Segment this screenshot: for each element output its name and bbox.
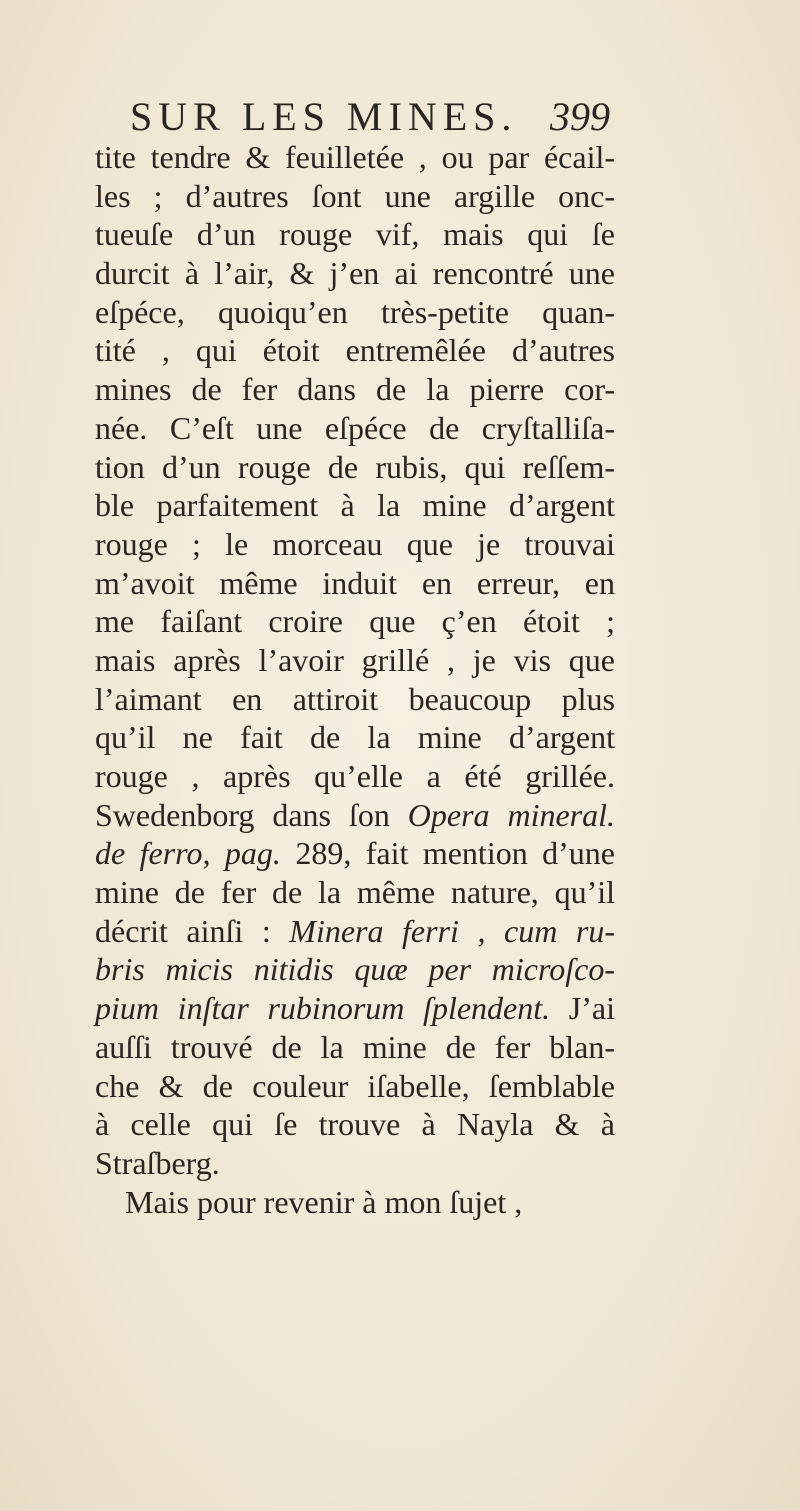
- running-head-title: SUR LES MINES.: [130, 94, 518, 139]
- text-line: [95, 215, 615, 254]
- text-line: [95, 796, 615, 835]
- text-line: [95, 641, 615, 680]
- text-line: [95, 525, 615, 564]
- line-text: 289, fait mention d’une: [280, 835, 616, 872]
- text-line: [95, 138, 615, 177]
- text-line: [95, 564, 615, 603]
- line-text: me faiſant croire que ç’en étoit ;: [95, 603, 615, 640]
- text-line: [95, 331, 615, 370]
- text-line: [95, 989, 615, 1028]
- line-text: J’ai: [550, 990, 615, 1027]
- line-text: rouge ; le morceau que je trouvai: [95, 525, 615, 562]
- text-line: [95, 254, 615, 293]
- line-text: m’avoit même induit en erreur, en: [95, 564, 615, 601]
- line-text: tueuſe d’un rouge vif, mais qui ſe: [95, 216, 615, 253]
- line-text: à celle qui ſe trouve à Nayla & à: [95, 1106, 615, 1143]
- line-text: Swedenborg dans ſon: [95, 796, 408, 833]
- body-text: [95, 138, 615, 1221]
- text-line: [95, 718, 615, 757]
- line-text: rouge , après qu’elle a été grillée.: [95, 758, 615, 794]
- line-text: tité , qui étoit entremêlée d’autres: [95, 332, 615, 369]
- line-text: l’aimant en attiroit beaucoup plus: [95, 680, 615, 717]
- text-line: [95, 950, 615, 989]
- italic-text: Minera ferri , cum ru-: [289, 912, 616, 949]
- line-text: tite tendre & feuilletée , ou par écail-: [95, 139, 615, 175]
- line-text: mine de fer de la même nature, qu’il: [95, 874, 615, 911]
- text-line: [95, 1183, 615, 1222]
- text-line: [95, 1028, 615, 1067]
- text-line: [95, 293, 615, 332]
- text-line: [95, 873, 615, 912]
- text-line: [95, 409, 615, 448]
- text-line: [95, 1144, 615, 1183]
- page-number: 399: [550, 94, 610, 139]
- line-text: ble parfaitement à la mine d’argent: [95, 487, 615, 524]
- line-text: mines de fer dans de la pierre cor-: [95, 371, 615, 408]
- text-line: [95, 602, 615, 641]
- line-text: décrit ainſi :: [95, 912, 290, 949]
- text-line: [95, 448, 615, 487]
- line-text: auſſi trouvé de la mine de fer blan-: [95, 1028, 615, 1065]
- text-line: [95, 486, 615, 525]
- text-line: [95, 177, 615, 216]
- text-line: [95, 1105, 615, 1144]
- line-text: tion d’un rouge de rubis, qui reſſem-: [95, 448, 615, 485]
- text-line: [95, 1067, 615, 1106]
- text-line: [95, 757, 615, 796]
- italic-text: de ferro, pag.: [95, 835, 281, 872]
- text-line: [95, 680, 615, 719]
- line-text: Straſberg.: [95, 1144, 220, 1181]
- text-line: [95, 834, 615, 873]
- line-text: mais après l’avoir grillé , je vis que: [95, 641, 615, 678]
- italic-text: bris micis nitidis quæ per microſco-: [95, 951, 615, 988]
- line-text: les ; d’autres ſont une argille onc-: [95, 177, 615, 214]
- italic-text: pium inſtar rubinorum ſplendent.: [95, 990, 551, 1027]
- line-text: qu’il ne fait de la mine d’argent: [95, 719, 615, 756]
- line-text: née. C’eſt une eſpéce de cryſtalliſa-: [95, 409, 615, 446]
- text-line: [95, 912, 615, 951]
- running-head: [130, 92, 610, 142]
- line-text: eſpéce, quoiqu’en très-petite quan-: [95, 293, 615, 330]
- line-text: durcit à l’air, & j’en ai rencontré une: [95, 255, 615, 292]
- line-text: che & de couleur iſabelle, ſemblable: [95, 1067, 615, 1104]
- line-text: Mais pour revenir à mon ſujet ,: [125, 1183, 523, 1220]
- italic-text: Opera mineral.: [407, 796, 615, 833]
- text-line: [95, 370, 615, 409]
